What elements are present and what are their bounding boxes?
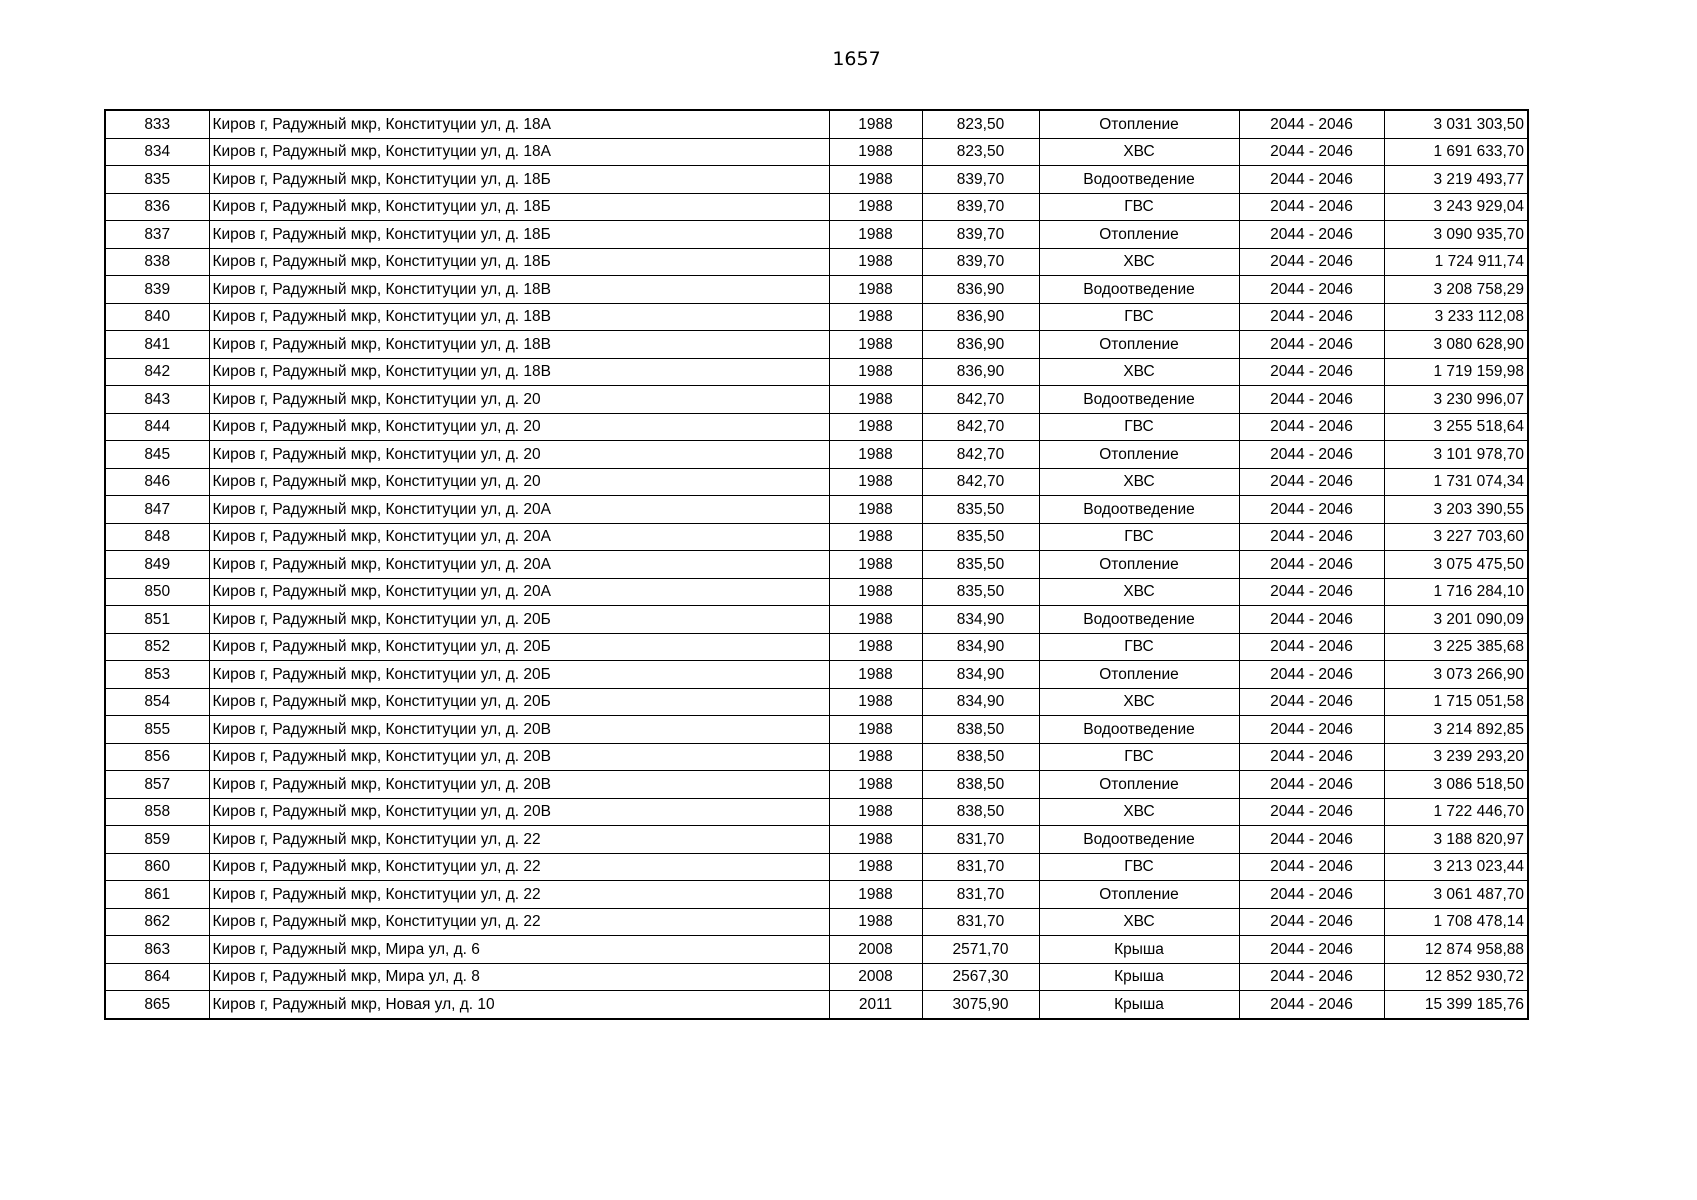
address-cell: Киров г, Радужный мкр, Конституции ул, д. 20А — [209, 578, 829, 606]
period-cell: 2044 - 2046 — [1239, 303, 1384, 331]
cost-cell: 3 214 892,85 — [1384, 716, 1528, 744]
period-cell: 2044 - 2046 — [1239, 248, 1384, 276]
work-type-cell: ХВС — [1039, 908, 1239, 936]
area-cell: 835,50 — [922, 523, 1039, 551]
year-cell: 1988 — [829, 908, 922, 936]
work-type-cell: Отопление — [1039, 441, 1239, 469]
cost-cell: 1 716 284,10 — [1384, 578, 1528, 606]
address-cell: Киров г, Радужный мкр, Конституции ул, д. 18Б — [209, 193, 829, 221]
table-row — [105, 661, 1528, 689]
area-cell: 836,90 — [922, 358, 1039, 386]
year-cell: 1988 — [829, 193, 922, 221]
year-cell: 1988 — [829, 303, 922, 331]
area-cell: 831,70 — [922, 908, 1039, 936]
row-number-cell: 840 — [105, 303, 209, 331]
year-cell: 1988 — [829, 358, 922, 386]
work-type-cell: ХВС — [1039, 688, 1239, 716]
table-row — [105, 798, 1528, 826]
work-type-cell: Отопление — [1039, 221, 1239, 249]
cost-cell: 12 852 930,72 — [1384, 963, 1528, 991]
cost-cell: 3 061 487,70 — [1384, 881, 1528, 909]
year-cell: 1988 — [829, 413, 922, 441]
period-cell: 2044 - 2046 — [1239, 551, 1384, 579]
year-cell: 1988 — [829, 331, 922, 359]
period-cell: 2044 - 2046 — [1239, 441, 1384, 469]
address-cell: Киров г, Радужный мкр, Конституции ул, д. 18А — [209, 138, 829, 166]
work-type-cell: ГВС — [1039, 523, 1239, 551]
work-type-cell: Отопление — [1039, 661, 1239, 689]
year-cell: 1988 — [829, 386, 922, 414]
work-type-cell: ГВС — [1039, 853, 1239, 881]
year-cell: 1988 — [829, 688, 922, 716]
address-cell: Киров г, Радужный мкр, Конституции ул, д. 20Б — [209, 633, 829, 661]
period-cell: 2044 - 2046 — [1239, 936, 1384, 964]
work-type-cell: ГВС — [1039, 743, 1239, 771]
address-cell: Киров г, Радужный мкр, Конституции ул, д. 20А — [209, 551, 829, 579]
area-cell: 839,70 — [922, 248, 1039, 276]
row-number-cell: 848 — [105, 523, 209, 551]
period-cell: 2044 - 2046 — [1239, 166, 1384, 194]
area-cell: 2567,30 — [922, 963, 1039, 991]
period-cell: 2044 - 2046 — [1239, 221, 1384, 249]
row-number-cell: 863 — [105, 936, 209, 964]
area-cell: 835,50 — [922, 551, 1039, 579]
area-cell: 836,90 — [922, 276, 1039, 304]
row-number-cell: 833 — [105, 110, 209, 138]
period-cell: 2044 - 2046 — [1239, 771, 1384, 799]
area-cell: 839,70 — [922, 221, 1039, 249]
table-row — [105, 881, 1528, 909]
row-number-cell: 855 — [105, 716, 209, 744]
work-type-cell: ГВС — [1039, 193, 1239, 221]
year-cell: 2008 — [829, 963, 922, 991]
table-row — [105, 523, 1528, 551]
period-cell: 2044 - 2046 — [1239, 743, 1384, 771]
period-cell: 2044 - 2046 — [1239, 991, 1384, 1019]
cost-cell: 3 075 475,50 — [1384, 551, 1528, 579]
cost-cell: 1 722 446,70 — [1384, 798, 1528, 826]
register-table — [104, 109, 1529, 1020]
period-cell: 2044 - 2046 — [1239, 578, 1384, 606]
address-cell: Киров г, Радужный мкр, Мира ул, д. 8 — [209, 963, 829, 991]
area-cell: 823,50 — [922, 138, 1039, 166]
year-cell: 2011 — [829, 991, 922, 1019]
period-cell: 2044 - 2046 — [1239, 716, 1384, 744]
row-number-cell: 861 — [105, 881, 209, 909]
work-type-cell: ГВС — [1039, 633, 1239, 661]
area-cell: 838,50 — [922, 716, 1039, 744]
table-row — [105, 606, 1528, 634]
address-cell: Киров г, Радужный мкр, Конституции ул, д. 18В — [209, 331, 829, 359]
area-cell: 831,70 — [922, 881, 1039, 909]
area-cell: 839,70 — [922, 166, 1039, 194]
address-cell: Киров г, Радужный мкр, Конституции ул, д. 20В — [209, 771, 829, 799]
period-cell: 2044 - 2046 — [1239, 963, 1384, 991]
year-cell: 1988 — [829, 853, 922, 881]
period-cell: 2044 - 2046 — [1239, 908, 1384, 936]
work-type-cell: Водоотведение — [1039, 276, 1239, 304]
area-cell: 3075,90 — [922, 991, 1039, 1019]
address-cell: Киров г, Радужный мкр, Конституции ул, д. 22 — [209, 908, 829, 936]
work-type-cell: Отопление — [1039, 551, 1239, 579]
row-number-cell: 835 — [105, 166, 209, 194]
cost-cell: 3 208 758,29 — [1384, 276, 1528, 304]
row-number-cell: 852 — [105, 633, 209, 661]
page-number: 1657 — [832, 48, 881, 70]
table-row — [105, 303, 1528, 331]
address-cell: Киров г, Радужный мкр, Конституции ул, д. 18Б — [209, 221, 829, 249]
row-number-cell: 849 — [105, 551, 209, 579]
period-cell: 2044 - 2046 — [1239, 138, 1384, 166]
row-number-cell: 864 — [105, 963, 209, 991]
address-cell: Киров г, Радужный мкр, Конституции ул, д. 20Б — [209, 606, 829, 634]
row-number-cell: 845 — [105, 441, 209, 469]
year-cell: 1988 — [829, 633, 922, 661]
cost-cell: 1 691 633,70 — [1384, 138, 1528, 166]
area-cell: 839,70 — [922, 193, 1039, 221]
table-row — [105, 358, 1528, 386]
work-type-cell: ХВС — [1039, 798, 1239, 826]
address-cell: Киров г, Радужный мкр, Конституции ул, д. 20В — [209, 716, 829, 744]
area-cell: 823,50 — [922, 110, 1039, 138]
period-cell: 2044 - 2046 — [1239, 606, 1384, 634]
year-cell: 1988 — [829, 138, 922, 166]
area-cell: 835,50 — [922, 496, 1039, 524]
work-type-cell: Крыша — [1039, 936, 1239, 964]
area-cell: 835,50 — [922, 578, 1039, 606]
table-row — [105, 578, 1528, 606]
year-cell: 1988 — [829, 743, 922, 771]
year-cell: 1988 — [829, 606, 922, 634]
area-cell: 834,90 — [922, 606, 1039, 634]
row-number-cell: 856 — [105, 743, 209, 771]
year-cell: 1988 — [829, 468, 922, 496]
year-cell: 1988 — [829, 441, 922, 469]
cost-cell: 3 086 518,50 — [1384, 771, 1528, 799]
table-row — [105, 331, 1528, 359]
row-number-cell: 838 — [105, 248, 209, 276]
cost-cell: 3 090 935,70 — [1384, 221, 1528, 249]
row-number-cell: 857 — [105, 771, 209, 799]
table-row — [105, 248, 1528, 276]
period-cell: 2044 - 2046 — [1239, 386, 1384, 414]
address-cell: Киров г, Радужный мкр, Конституции ул, д. 20Б — [209, 688, 829, 716]
cost-cell: 3 230 996,07 — [1384, 386, 1528, 414]
address-cell: Киров г, Радужный мкр, Конституции ул, д. 20 — [209, 386, 829, 414]
table-row — [105, 221, 1528, 249]
period-cell: 2044 - 2046 — [1239, 193, 1384, 221]
year-cell: 2008 — [829, 936, 922, 964]
area-cell: 836,90 — [922, 331, 1039, 359]
row-number-cell: 859 — [105, 826, 209, 854]
work-type-cell: Отопление — [1039, 331, 1239, 359]
table-row — [105, 743, 1528, 771]
address-cell: Киров г, Радужный мкр, Конституции ул, д. 20А — [209, 496, 829, 524]
table-row — [105, 441, 1528, 469]
cost-cell: 1 708 478,14 — [1384, 908, 1528, 936]
year-cell: 1988 — [829, 798, 922, 826]
year-cell: 1988 — [829, 110, 922, 138]
table-row — [105, 688, 1528, 716]
work-type-cell: Водоотведение — [1039, 386, 1239, 414]
year-cell: 1988 — [829, 523, 922, 551]
table-row — [105, 551, 1528, 579]
cost-cell: 1 715 051,58 — [1384, 688, 1528, 716]
row-number-cell: 865 — [105, 991, 209, 1019]
period-cell: 2044 - 2046 — [1239, 358, 1384, 386]
address-cell: Киров г, Радужный мкр, Конституции ул, д. 20Б — [209, 661, 829, 689]
address-cell: Киров г, Радужный мкр, Конституции ул, д. 18Б — [209, 166, 829, 194]
cost-cell: 3 031 303,50 — [1384, 110, 1528, 138]
row-number-cell: 844 — [105, 413, 209, 441]
row-number-cell: 854 — [105, 688, 209, 716]
work-type-cell: ХВС — [1039, 138, 1239, 166]
address-cell: Киров г, Радужный мкр, Конституции ул, д. 18В — [209, 303, 829, 331]
work-type-cell: ГВС — [1039, 413, 1239, 441]
area-cell: 842,70 — [922, 413, 1039, 441]
area-cell: 842,70 — [922, 386, 1039, 414]
period-cell: 2044 - 2046 — [1239, 413, 1384, 441]
address-cell: Киров г, Радужный мкр, Конституции ул, д. 20В — [209, 743, 829, 771]
table-row — [105, 936, 1528, 964]
table-row — [105, 771, 1528, 799]
row-number-cell: 850 — [105, 578, 209, 606]
area-cell: 836,90 — [922, 303, 1039, 331]
area-cell: 831,70 — [922, 853, 1039, 881]
period-cell: 2044 - 2046 — [1239, 496, 1384, 524]
cost-cell: 3 227 703,60 — [1384, 523, 1528, 551]
area-cell: 838,50 — [922, 798, 1039, 826]
period-cell: 2044 - 2046 — [1239, 110, 1384, 138]
row-number-cell: 851 — [105, 606, 209, 634]
cost-cell: 3 073 266,90 — [1384, 661, 1528, 689]
work-type-cell: Отопление — [1039, 881, 1239, 909]
cost-cell: 1 724 911,74 — [1384, 248, 1528, 276]
work-type-cell: Крыша — [1039, 991, 1239, 1019]
row-number-cell: 860 — [105, 853, 209, 881]
row-number-cell: 842 — [105, 358, 209, 386]
year-cell: 1988 — [829, 578, 922, 606]
cost-cell: 3 225 385,68 — [1384, 633, 1528, 661]
period-cell: 2044 - 2046 — [1239, 276, 1384, 304]
area-cell: 834,90 — [922, 633, 1039, 661]
period-cell: 2044 - 2046 — [1239, 468, 1384, 496]
address-cell: Киров г, Радужный мкр, Конституции ул, д. 22 — [209, 826, 829, 854]
area-cell: 838,50 — [922, 743, 1039, 771]
table-row — [105, 496, 1528, 524]
cost-cell: 3 201 090,09 — [1384, 606, 1528, 634]
table-row — [105, 166, 1528, 194]
year-cell: 1988 — [829, 661, 922, 689]
year-cell: 1988 — [829, 276, 922, 304]
period-cell: 2044 - 2046 — [1239, 826, 1384, 854]
address-cell: Киров г, Радужный мкр, Мира ул, д. 6 — [209, 936, 829, 964]
table-row — [105, 276, 1528, 304]
cost-cell: 3 219 493,77 — [1384, 166, 1528, 194]
table-row — [105, 468, 1528, 496]
row-number-cell: 837 — [105, 221, 209, 249]
table-row — [105, 716, 1528, 744]
row-number-cell: 841 — [105, 331, 209, 359]
cost-cell: 12 874 958,88 — [1384, 936, 1528, 964]
work-type-cell: ХВС — [1039, 358, 1239, 386]
table-row — [105, 386, 1528, 414]
address-cell: Киров г, Радужный мкр, Конституции ул, д. 18В — [209, 358, 829, 386]
area-cell: 834,90 — [922, 688, 1039, 716]
period-cell: 2044 - 2046 — [1239, 661, 1384, 689]
period-cell: 2044 - 2046 — [1239, 633, 1384, 661]
address-cell: Киров г, Радужный мкр, Конституции ул, д. 20 — [209, 413, 829, 441]
cost-cell: 3 203 390,55 — [1384, 496, 1528, 524]
period-cell: 2044 - 2046 — [1239, 523, 1384, 551]
period-cell: 2044 - 2046 — [1239, 798, 1384, 826]
table-row — [105, 110, 1528, 138]
row-number-cell: 862 — [105, 908, 209, 936]
cost-cell: 3 188 820,97 — [1384, 826, 1528, 854]
work-type-cell: Водоотведение — [1039, 606, 1239, 634]
work-type-cell: Отопление — [1039, 771, 1239, 799]
address-cell: Киров г, Радужный мкр, Конституции ул, д. 20В — [209, 798, 829, 826]
cost-cell: 3 255 518,64 — [1384, 413, 1528, 441]
cost-cell: 1 719 159,98 — [1384, 358, 1528, 386]
period-cell: 2044 - 2046 — [1239, 881, 1384, 909]
cost-cell: 15 399 185,76 — [1384, 991, 1528, 1019]
area-cell: 831,70 — [922, 826, 1039, 854]
table-row — [105, 991, 1528, 1019]
row-number-cell: 834 — [105, 138, 209, 166]
year-cell: 1988 — [829, 496, 922, 524]
area-cell: 2571,70 — [922, 936, 1039, 964]
period-cell: 2044 - 2046 — [1239, 331, 1384, 359]
address-cell: Киров г, Радужный мкр, Конституции ул, д. 18В — [209, 276, 829, 304]
cost-cell: 3 243 929,04 — [1384, 193, 1528, 221]
work-type-cell: Водоотведение — [1039, 826, 1239, 854]
year-cell: 1988 — [829, 716, 922, 744]
table-row — [105, 138, 1528, 166]
work-type-cell: ХВС — [1039, 248, 1239, 276]
year-cell: 1988 — [829, 826, 922, 854]
address-cell: Киров г, Радужный мкр, Новая ул, д. 10 — [209, 991, 829, 1019]
area-cell: 842,70 — [922, 441, 1039, 469]
table-row — [105, 193, 1528, 221]
table-row — [105, 633, 1528, 661]
work-type-cell: Водоотведение — [1039, 166, 1239, 194]
year-cell: 1988 — [829, 221, 922, 249]
table-row — [105, 826, 1528, 854]
year-cell: 1988 — [829, 166, 922, 194]
work-type-cell: ХВС — [1039, 578, 1239, 606]
area-cell: 834,90 — [922, 661, 1039, 689]
address-cell: Киров г, Радужный мкр, Конституции ул, д. 22 — [209, 853, 829, 881]
area-cell: 838,50 — [922, 771, 1039, 799]
cost-cell: 3 233 112,08 — [1384, 303, 1528, 331]
work-type-cell: Крыша — [1039, 963, 1239, 991]
year-cell: 1988 — [829, 881, 922, 909]
table-row — [105, 853, 1528, 881]
row-number-cell: 839 — [105, 276, 209, 304]
table-body — [105, 110, 1528, 1019]
cost-cell: 3 239 293,20 — [1384, 743, 1528, 771]
year-cell: 1988 — [829, 551, 922, 579]
area-cell: 842,70 — [922, 468, 1039, 496]
address-cell: Киров г, Радужный мкр, Конституции ул, д. 20А — [209, 523, 829, 551]
cost-cell: 3 080 628,90 — [1384, 331, 1528, 359]
work-type-cell: ХВС — [1039, 468, 1239, 496]
period-cell: 2044 - 2046 — [1239, 853, 1384, 881]
row-number-cell: 843 — [105, 386, 209, 414]
work-type-cell: Отопление — [1039, 110, 1239, 138]
row-number-cell: 858 — [105, 798, 209, 826]
year-cell: 1988 — [829, 771, 922, 799]
table-row — [105, 413, 1528, 441]
table-row — [105, 908, 1528, 936]
work-type-cell: ГВС — [1039, 303, 1239, 331]
row-number-cell: 853 — [105, 661, 209, 689]
cost-cell: 3 213 023,44 — [1384, 853, 1528, 881]
cost-cell: 3 101 978,70 — [1384, 441, 1528, 469]
table-row — [105, 963, 1528, 991]
row-number-cell: 846 — [105, 468, 209, 496]
year-cell: 1988 — [829, 248, 922, 276]
address-cell: Киров г, Радужный мкр, Конституции ул, д. 20 — [209, 441, 829, 469]
address-cell: Киров г, Радужный мкр, Конституции ул, д. 18Б — [209, 248, 829, 276]
row-number-cell: 836 — [105, 193, 209, 221]
work-type-cell: Водоотведение — [1039, 716, 1239, 744]
period-cell: 2044 - 2046 — [1239, 688, 1384, 716]
address-cell: Киров г, Радужный мкр, Конституции ул, д. 18А — [209, 110, 829, 138]
address-cell: Киров г, Радужный мкр, Конституции ул, д. 22 — [209, 881, 829, 909]
address-cell: Киров г, Радужный мкр, Конституции ул, д. 20 — [209, 468, 829, 496]
work-type-cell: Водоотведение — [1039, 496, 1239, 524]
row-number-cell: 847 — [105, 496, 209, 524]
cost-cell: 1 731 074,34 — [1384, 468, 1528, 496]
